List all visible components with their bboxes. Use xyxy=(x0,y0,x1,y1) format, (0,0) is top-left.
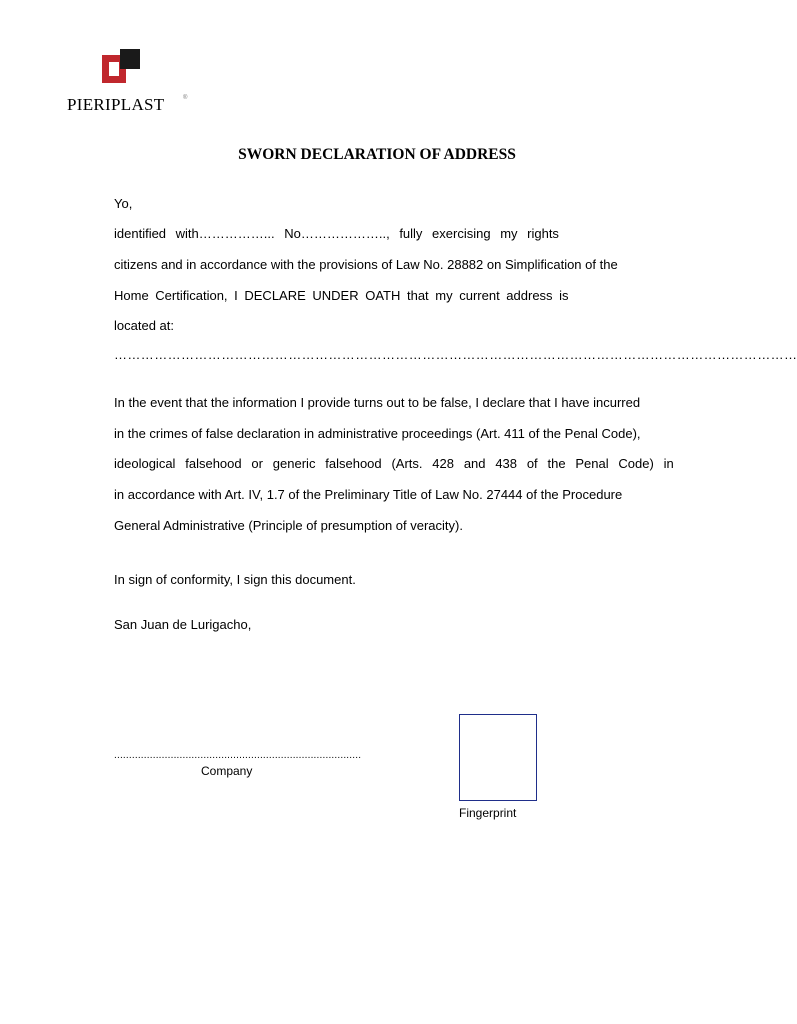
address-fill-line: ……………………………………………………………………………………………………………………………………… xyxy=(114,347,797,362)
place-line: San Juan de Lurigacho, xyxy=(114,617,252,632)
home-certification-text: Home Certification, I DECLARE UNDER OATH that my current address is xyxy=(114,288,569,303)
company-logo xyxy=(100,49,142,89)
fingerprint-box xyxy=(459,714,537,801)
home-certification-line xyxy=(114,288,593,303)
identified-word-5: exercising xyxy=(432,226,491,241)
para2-line-4: in accordance with Art. IV, 1.7 of the Preliminary Title of Law No. 27444 of the Procedure xyxy=(114,487,623,502)
para2-line-1: In the event that the information I provide turns out to be false, I declare that I have incurred xyxy=(114,395,641,410)
conformity-line: In sign of conformity, I sign this document. xyxy=(114,572,356,587)
logo-black-square xyxy=(120,49,140,69)
brand-name: PIERIPLAST xyxy=(67,95,165,114)
identified-word-2: with……………... xyxy=(175,226,275,241)
identified-line xyxy=(114,226,559,241)
brand-registered-mark: ® xyxy=(183,95,188,101)
fingerprint-label: Fingerprint xyxy=(459,806,517,820)
greeting-line: Yo, xyxy=(114,196,133,211)
citizens-line: citizens and in accordance with the provisions of Law No. 28882 on Simplification of the xyxy=(114,257,618,272)
company-signature-line: ................................................................................... xyxy=(114,750,362,761)
identified-word-6: my xyxy=(500,226,518,241)
identified-word-4: fully xyxy=(399,226,423,241)
company-label: Company xyxy=(201,764,253,778)
identified-word-1: identified xyxy=(114,226,167,241)
para2-line-3: ideological falsehood or generic falsehood (Arts. 428 and 438 of the Penal Code) in xyxy=(114,456,674,471)
document-title: SWORN DECLARATION OF ADDRESS xyxy=(238,146,516,163)
identified-word-3: No……………….., xyxy=(284,226,390,241)
para2-line-2: in the crimes of false declaration in administrative proceedings (Art. 411 of the Penal Code), xyxy=(114,426,641,441)
located-line: located at: xyxy=(114,318,174,333)
para2-line-5: General Administrative (Principle of presumption of veracity). xyxy=(114,518,463,533)
identified-word-7: rights xyxy=(527,226,559,241)
